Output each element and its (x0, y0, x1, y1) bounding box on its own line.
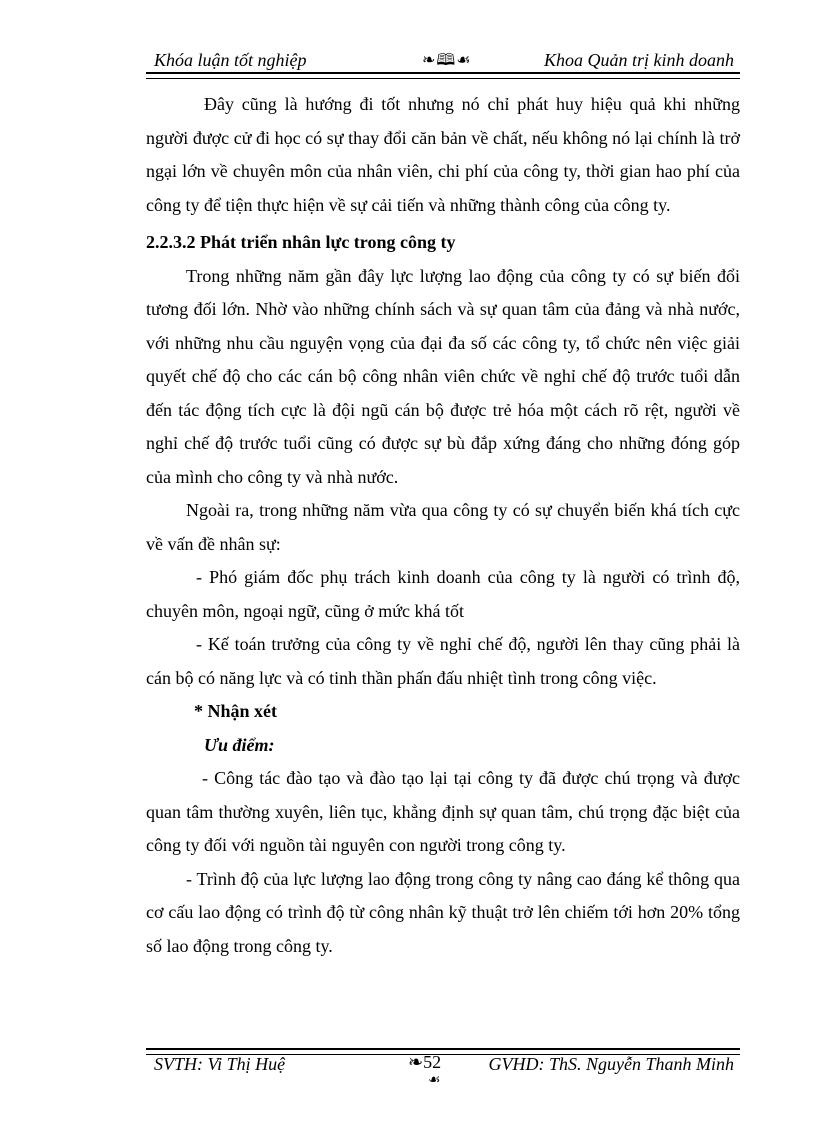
header-thesis-title: Khóa luận tốt nghiệp (154, 50, 307, 70)
bullet-workforce-level: - Trình độ của lực lượng lao động trong công ty nâng cao đáng kể thông qua cơ cấu lao động có trình độ từ công nhân kỹ thuật trở lên chiếm tới hơn 20% tổng số lao động trong công ty. (146, 868, 740, 956)
bullet-training-focus: - Công tác đào tạo và đào tạo lại tại công ty đã được chú trọng và được quan tâm thường xuyên, liên tục, khẳng định sự quan tâm, chú trọng đặc biệt của công ty đối với nguồn tài nguyên con người trong công ty. (146, 768, 740, 855)
paragraph-training-direction: Đây cũng là hướng đi tốt nhưng nó chỉ phát huy hiệu quả khi những người được cử đi học có sự thay đổi căn bản về chất, nếu không nó lại chính là trở ngại lớn về chuyên môn của nhân viên, chi phí của công ty, thời gian hao phí của công ty để tiện thực hiện về sự cải tiến và những thành công của công ty. (146, 94, 740, 215)
page-footer (146, 1052, 740, 1092)
page-body (146, 88, 740, 963)
page-ornament-left-icon: ❧ (408, 1052, 424, 1072)
header-book-ornament-icon: ❧🕮☙ (422, 52, 472, 69)
page-number-value: 52 (423, 1052, 442, 1072)
page-ornament-bottom-icon: ☙ (428, 1073, 441, 1088)
page-header (146, 46, 740, 72)
bullet-chief-accountant: - Kế toán trưởng của công ty về nghỉ chế độ, người lên thay cũng phải là cán bộ có năng lực và có tinh thần phấn đấu nhiệt tình trong công việc. (146, 634, 740, 688)
footer-student: SVTH: Vi Thị Huệ (154, 1054, 286, 1074)
remarks-heading: * Nhận xét (194, 701, 278, 721)
advantages-heading: Ưu điểm: (204, 734, 275, 755)
paragraph-workforce-change: Trong những năm gần đây lực lượng lao động của công ty có sự biến đổi tương đối lớn. Nhờ vào những chính sách và sự quan tâm của đảng và nhà nước, với những nhu cầu nguyện vọng của đại đa số các công ty, tổ chức nên việc giải quyết chế độ cho các cán bộ công nhân viên chức về nghỉ chế độ trước tuổi dẫn đến tác động tích cực là đội ngũ cán bộ được trẻ hóa một cách rõ rệt, người về nghỉ chế độ trước tuổi cũng có được sự bù đắp xứng đáng cho những đóng góp của mình cho công ty và nhà nước. (146, 265, 740, 487)
page-number (408, 1052, 441, 1073)
footer-advisor: GVHD: ThS. Nguyễn Thanh Minh (488, 1054, 734, 1074)
section-heading: 2.2.3.2 Phát triển nhân lực trong công ty (146, 232, 456, 252)
bullet-deputy-director: - Phó giám đốc phụ trách kinh doanh của công ty là người có trình độ, chuyên môn, ngoại ngữ, cũng ở mức khá tốt (146, 567, 740, 621)
header-faculty: Khoa Quản trị kinh doanh (543, 50, 734, 70)
paragraph-personnel-shift: Ngoài ra, trong những năm vừa qua công ty có sự chuyển biến khá tích cực về vấn đề nhân sự: (146, 500, 740, 554)
header-divider (146, 72, 740, 79)
